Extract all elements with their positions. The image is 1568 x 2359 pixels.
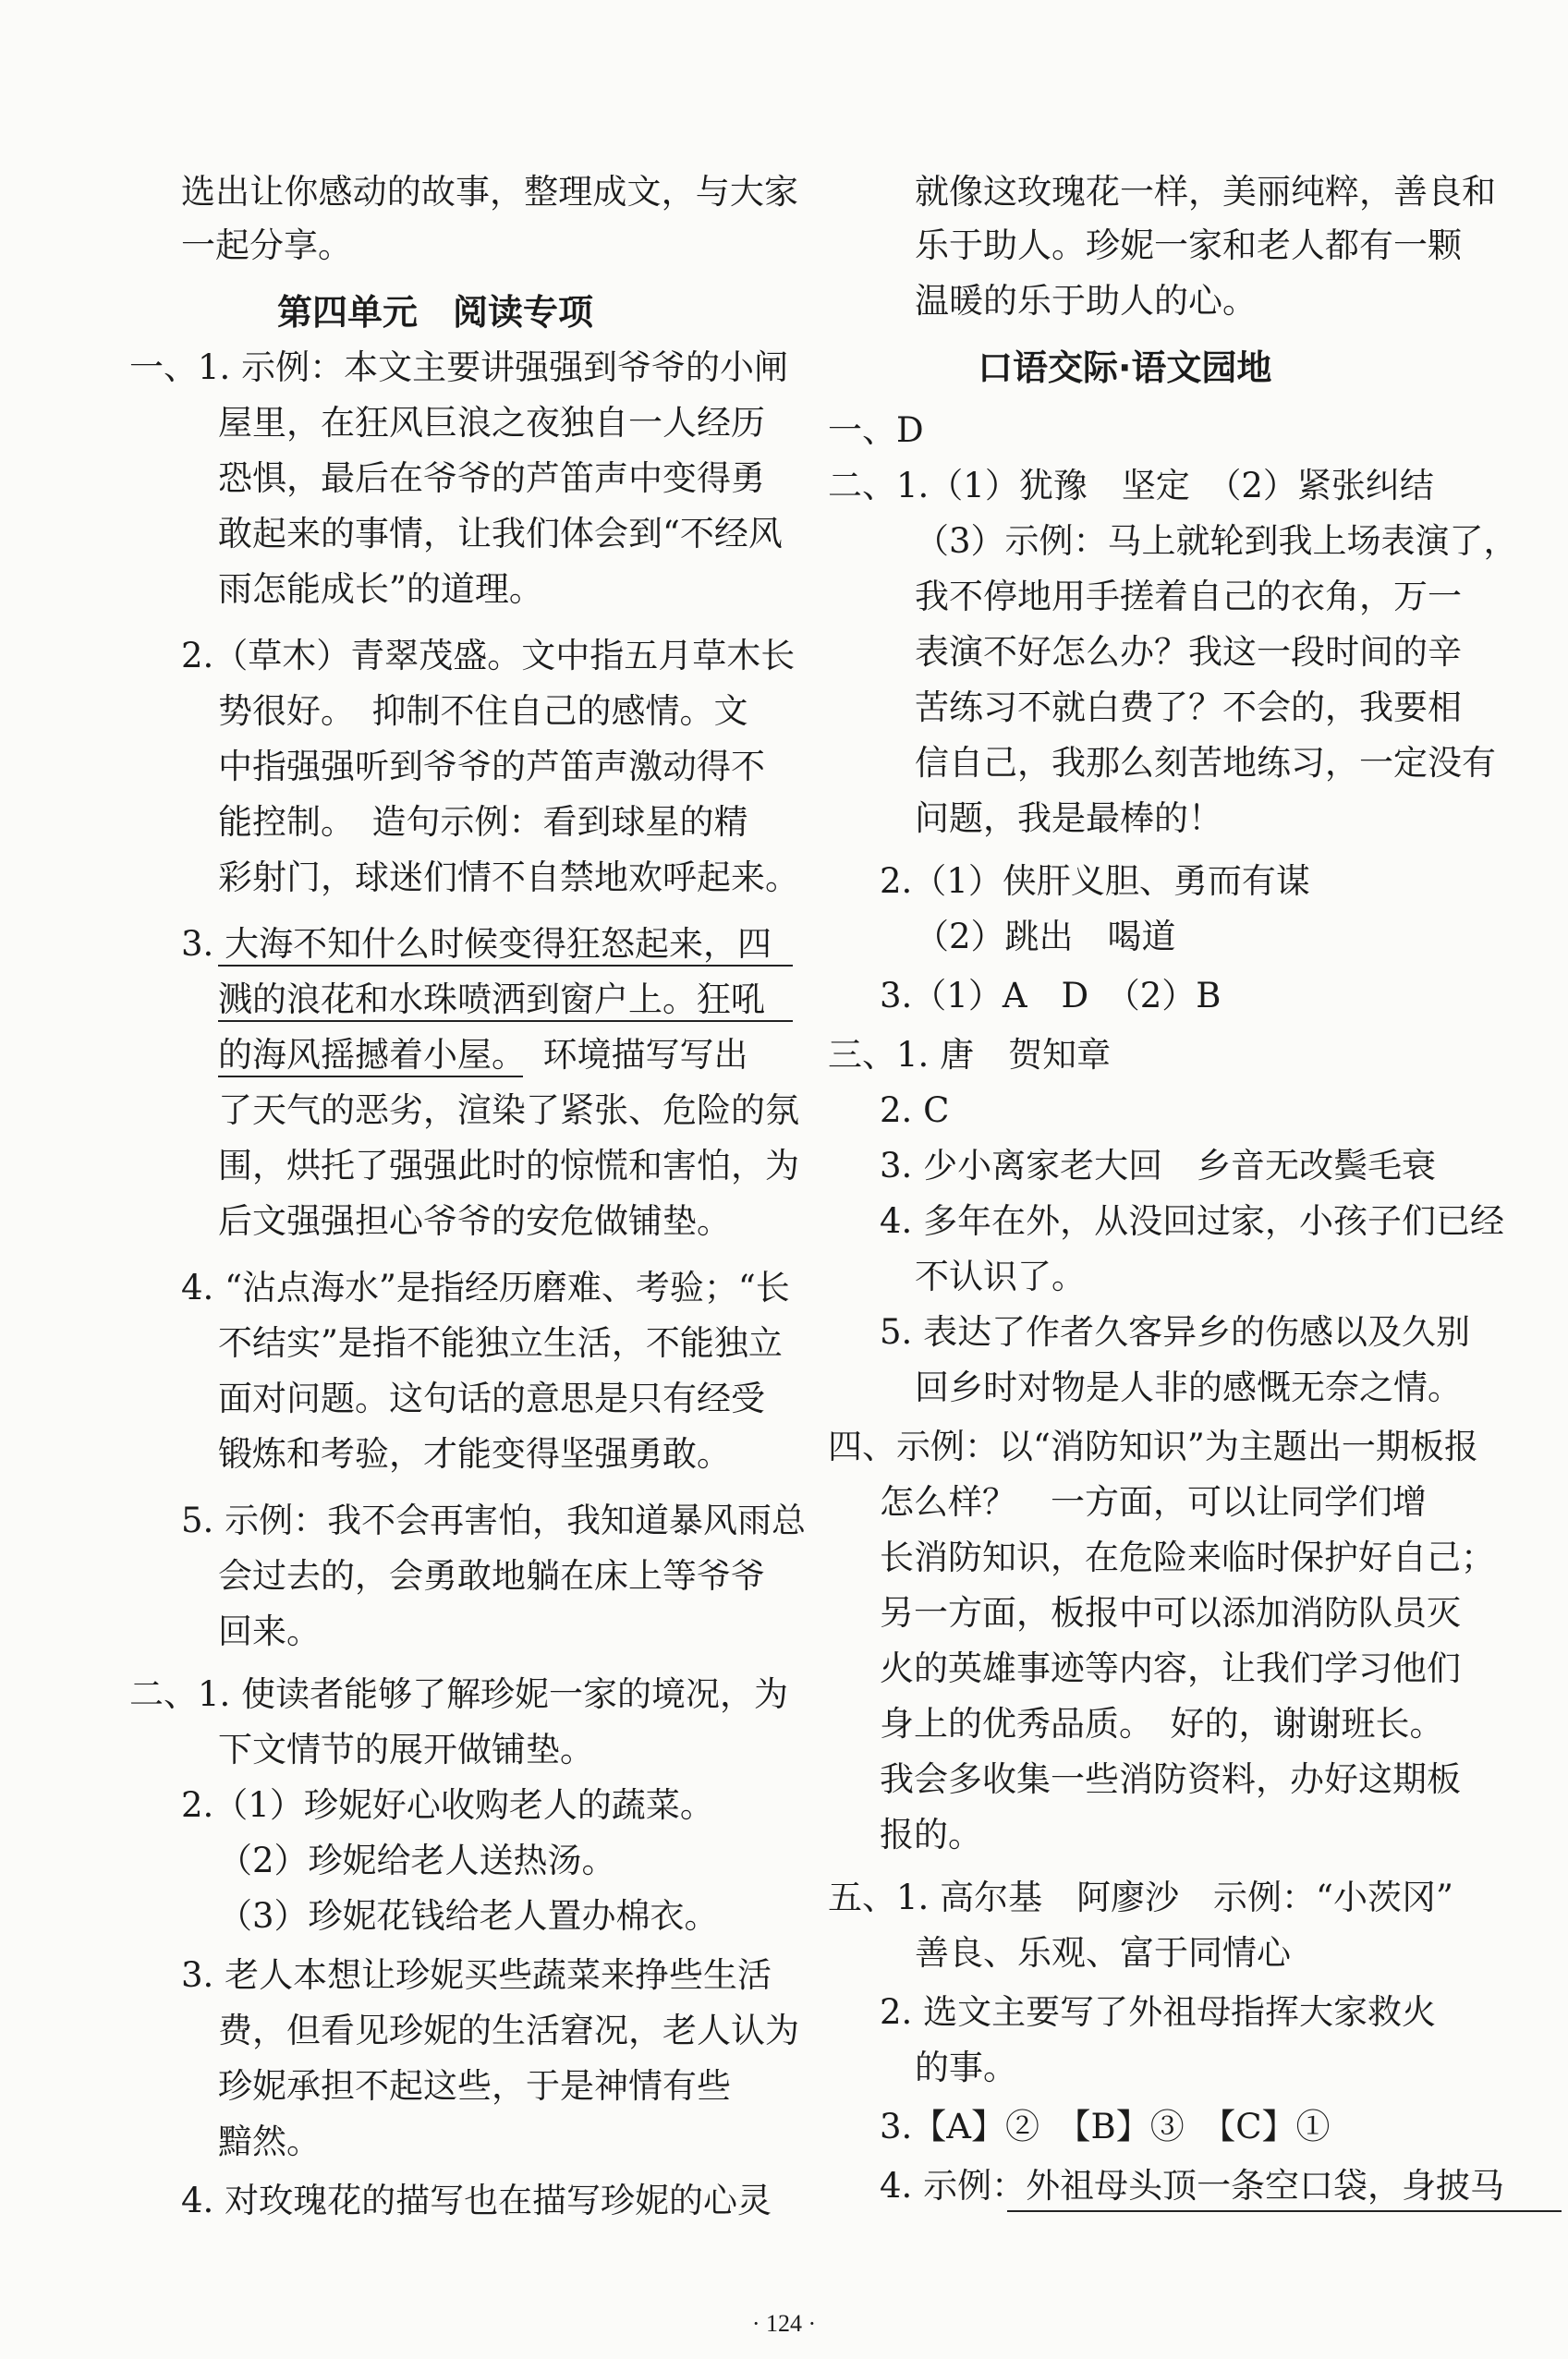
text-line: 不认识了。: [915, 1257, 1086, 1296]
text-line: 温暖的乐于助人的心。: [915, 281, 1257, 321]
text-line: 珍妮承担不起这些，于是神情有些: [218, 2066, 731, 2106]
text-line: 势很好。 抑制不住自己的感情。文: [218, 691, 748, 731]
text-line: 回来。: [218, 1611, 321, 1651]
page-number: · 124 ·: [751, 2310, 817, 2337]
section-title: 口语交际·语文园地: [978, 347, 1272, 388]
text-line: 表演不好怎么办？我这一段时间的辛: [915, 632, 1462, 672]
text-line: 了天气的恶劣，渲染了紧张、危险的氛: [218, 1090, 799, 1130]
underline: [1007, 2210, 1562, 2212]
underline: [218, 1020, 793, 1022]
text-line: 彩射门，球迷们情不自禁地欢呼起来。: [218, 857, 799, 897]
question-line: 3. 少小离家老大回 乡音无改鬓毛衰: [880, 1146, 1437, 1186]
question-line: 4. 对玫瑰花的描写也在描写珍妮的心灵: [181, 2181, 772, 2220]
underline: [218, 1076, 523, 1077]
text-line: 的海风摇撼着小屋。 环境描写写出: [218, 1035, 748, 1075]
question-line: 二、1. 使读者能够了解珍妮一家的境况，为: [129, 1674, 789, 1714]
text-line: 后文强强担心爷爷的安危做铺垫。: [218, 1201, 731, 1241]
question-line: 二、1.（1）犹豫 坚定 （2）紧张纠结: [828, 466, 1434, 505]
text-line: 费，但看见珍妮的生活窘况，老人认为: [218, 2011, 799, 2050]
text-line: 中指强强听到爷爷的芦笛声激动得不: [218, 747, 765, 786]
question-line: 4. “沾点海水”是指经历磨难、考验；“长: [181, 1268, 790, 1307]
question-line: 3. 大海不知什么时候变得狂怒起来，四: [181, 924, 772, 964]
question-line: 3. 老人本想让珍妮买些蔬菜来挣些生活: [181, 1955, 772, 1995]
text-line: 怎么样？ 一方面，可以让同学们增: [880, 1482, 1427, 1522]
question-line: 5. 示例：我不会再害怕，我知道暴风雨总: [181, 1501, 807, 1540]
text-line: 下文情节的展开做铺垫。: [218, 1730, 594, 1769]
text-line: 乐于助人。珍妮一家和老人都有一颗: [915, 225, 1462, 265]
text-line: 不结实”是指不能独立生活，不能独立: [218, 1323, 783, 1363]
text-line: （3）珍妮花钱给老人置办棉衣。: [218, 1896, 719, 1936]
text-line: 雨怎能成长”的道理。: [218, 569, 543, 609]
text-line: 善良、乐观、富于同情心: [915, 1933, 1291, 1973]
question-line: 四、示例：以“消防知识”为主题出一期板报: [828, 1427, 1478, 1466]
question-line: 2.（1）珍妮好心收购老人的蔬菜。: [181, 1785, 714, 1825]
text-line: 溅的浪花和水珠喷洒到窗户上。狂吼: [218, 979, 765, 1019]
underline: [218, 965, 793, 967]
section-title: 第四单元 阅读专项: [277, 292, 594, 333]
text-line: （2）珍妮给老人送热汤。: [218, 1841, 616, 1880]
text-line: 问题，我是最棒的！: [915, 798, 1222, 838]
text-line: 回乡时对物是人非的感慨无奈之情。: [915, 1368, 1462, 1407]
text-line: 面对问题。这句话的意思是只有经受: [218, 1379, 765, 1418]
text-line: 一起分享。: [181, 225, 352, 265]
text-line: 围，烘托了强强此时的惊慌和害怕，为: [218, 1146, 799, 1186]
question-line: 4. 示例：外祖母头顶一条空口袋，身披马: [880, 2166, 1505, 2206]
text-line: 报的。: [880, 1815, 982, 1854]
text-line: 我会多收集一些消防资料，办好这期板: [880, 1759, 1461, 1799]
question-line: 2.（草木）青翠茂盛。文中指五月草木长: [181, 636, 796, 675]
text-line: 另一方面，板报中可以添加消防队员灭: [880, 1593, 1461, 1633]
text-line: 锻炼和考验，才能变得坚强勇敢。: [218, 1434, 731, 1474]
question-line: 3.【A】② 【B】③ 【C】①: [880, 2107, 1331, 2146]
question-line: 5. 表达了作者久客异乡的伤感以及久别: [880, 1312, 1471, 1352]
question-line: 3.（1）A D （2）B: [880, 976, 1222, 1015]
text-line: 恐惧，最后在爷爷的芦笛声中变得勇: [218, 458, 765, 498]
question-line: 一、1. 示例：本文主要讲强强到爷爷的小闸: [129, 347, 789, 387]
question-line: 4. 多年在外，从没回过家，小孩子们已经: [880, 1201, 1505, 1241]
text-line: 的事。: [915, 2048, 1017, 2087]
text-line: 身上的优秀品质。 好的，谢谢班长。: [880, 1704, 1444, 1744]
text-line: 屋里，在狂风巨浪之夜独自一人经历: [218, 403, 765, 443]
question-line: 五、1. 高尔基 阿廖沙 示例：“小茨冈”: [828, 1878, 1453, 1917]
text-line: 火的英雄事迹等内容，让我们学习他们: [880, 1648, 1461, 1688]
text-line: （2）跳出 喝道: [915, 917, 1176, 956]
text-line: 会过去的，会勇敢地躺在床上等爷爷: [218, 1556, 765, 1596]
question-line: 2.（1）侠肝义胆、勇而有谋: [880, 861, 1310, 901]
question-line: 2. 选文主要写了外祖母指挥大家救火: [880, 1992, 1437, 2032]
text-line: 能控制。 造句示例：看到球星的精: [218, 802, 748, 842]
question-line: 三、1. 唐 贺知章: [828, 1035, 1112, 1075]
text-line: 信自己，我那么刻苦地练习，一定没有: [915, 743, 1496, 783]
text-line: 黯然。: [218, 2122, 321, 2161]
text-line: 敢起来的事情，让我们体会到“不经风: [218, 514, 783, 553]
question-line: 一、D: [828, 410, 924, 450]
text-line: 苦练习不就白费了？不会的，我要相: [915, 687, 1462, 727]
text-line: 就像这玫瑰花一样，美丽纯粹，善良和: [915, 172, 1496, 212]
question-line: 2. C: [880, 1090, 950, 1130]
text-line: （3）示例：马上就轮到我上场表演了，: [915, 521, 1518, 561]
text-line: 长消防知识，在危险来临时保护好自己；: [880, 1538, 1495, 1577]
text-line: 选出让你感动的故事，整理成文，与大家: [181, 172, 798, 212]
text-line: 我不停地用手搓着自己的衣角，万一: [915, 577, 1462, 616]
